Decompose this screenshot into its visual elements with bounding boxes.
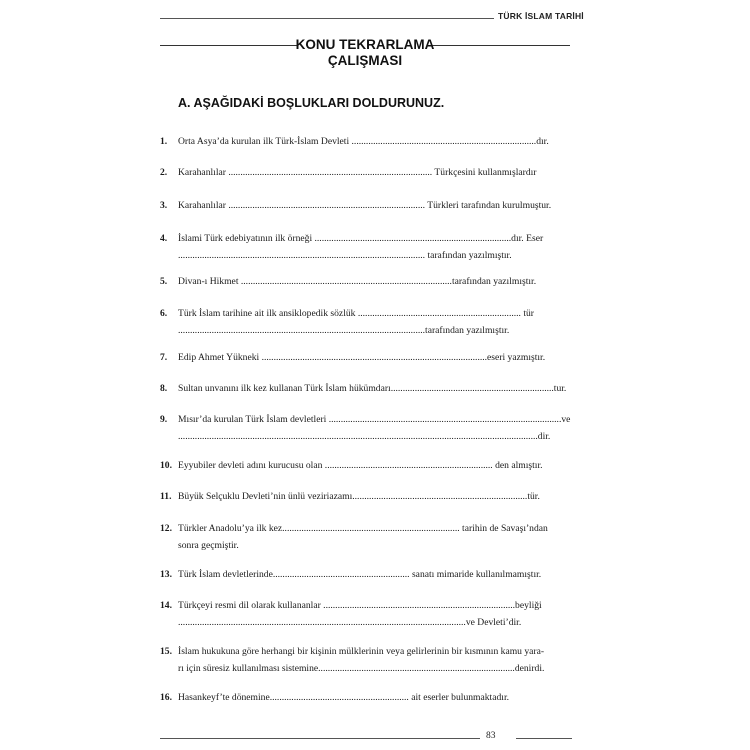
page-title — [160, 30, 570, 70]
question-text-line: Türkler Anadolu’ya ilk kez.......................................................................... tarihin de Savaşı’ndan — [178, 523, 548, 534]
question-text-line: Orta Asya’da kurulan ilk Türk-İslam Devleti .............................................................................dır. — [178, 136, 549, 147]
question-text-line: Karahanlılar ..................................................................................... Türkçesini kullanmışlardır — [178, 167, 537, 178]
header-subject: TÜRK İSLAM TARİHİ — [498, 11, 584, 21]
question-text-line: Büyük Selçuklu Devleti’nin ünlü veziriazamı.........................................................................tür. — [178, 491, 540, 502]
question-number: 8. — [160, 383, 168, 394]
question-item — [160, 305, 572, 339]
title-line-2: ÇALIŞMASI — [327, 53, 403, 68]
question-item — [160, 133, 572, 150]
question-text-line: Türkçeyi resmi dil olarak kullananlar ................................................................................beyliği — [178, 600, 542, 611]
question-number: 4. — [160, 233, 168, 244]
question-text-line: Mısır’da kurulan Türk İslam devletleri .................................................................................................ve — [178, 414, 571, 425]
question-item — [160, 164, 572, 181]
question-number: 16. — [160, 692, 172, 703]
question-text-line: İslami Türk edebiyatının ilk örneği ..................................................................................dır. Eser — [178, 233, 544, 244]
question-item — [160, 643, 572, 677]
page-number: 83 — [486, 731, 496, 741]
question-item — [160, 411, 572, 445]
footer-rule-left — [160, 738, 480, 739]
question-text-line: sonra geçmiştir. — [178, 540, 239, 551]
question-text-line: Karahanlılar .................................................................................. Türkleri tarafından kurulmuştur. — [178, 200, 552, 211]
question-item — [160, 230, 572, 264]
question-number: 7. — [160, 352, 168, 363]
question-text-line: ........................................................................................................................ve Devleti’dir. — [178, 617, 522, 628]
question-text-line: Türk İslam tarihine ait ilk ansiklopedik sözlük .................................................................... tür — [178, 308, 534, 319]
question-item — [160, 380, 572, 397]
footer-rule-right — [516, 738, 572, 739]
question-item — [160, 273, 572, 290]
question-text-line: Hasankeyf’te dönemine.......................................................... ait eserler bulunmaktadır. — [178, 692, 510, 703]
question-item — [160, 689, 572, 706]
question-item — [160, 457, 572, 474]
question-number: 3. — [160, 200, 168, 211]
header-rule — [160, 18, 494, 19]
question-item — [160, 597, 572, 631]
question-number: 14. — [160, 600, 172, 611]
question-text-line: ....................................................................................................... tarafından yazılmıştır. — [178, 250, 512, 261]
question-text-line: Edip Ahmet Yükneki ..............................................................................................eseri yazmıştır. — [178, 352, 546, 363]
question-item — [160, 566, 572, 583]
question-text-line: Divan-ı Hikmet ........................................................................................tarafından yazılmıştır. — [178, 276, 537, 287]
question-number: 9. — [160, 414, 168, 425]
question-number: 6. — [160, 308, 168, 319]
question-item — [160, 520, 572, 554]
question-text-line: İslam hukukuna göre herhangi bir kişinin mülklerinin veya gelirlerinin bir kısmının kamu yara- — [178, 646, 545, 657]
question-number: 11. — [160, 491, 172, 502]
title-line-1: KONU TEKRARLAMA — [295, 37, 435, 52]
question-number: 13. — [160, 569, 172, 580]
question-text-line: .......................................................................................................tarafından yazılmıştır. — [178, 325, 510, 336]
question-text-line: Sultan unvanını ilk kez kullanan Türk İslam hükümdarı....................................................................tur. — [178, 383, 567, 394]
question-text-line: ......................................................................................................................................................dir. — [178, 431, 551, 442]
question-number: 12. — [160, 523, 172, 534]
question-item — [160, 488, 572, 505]
question-text-line: rı için süresiz kullanılması sistemine..................................................................................denirdi. — [178, 663, 545, 674]
question-number: 2. — [160, 167, 168, 178]
question-number: 15. — [160, 646, 172, 657]
question-number: 10. — [160, 460, 172, 471]
section-heading: A. AŞAĞIDAKİ BOŞLUKLARI DOLDURUNUZ. — [178, 96, 445, 110]
question-number: 5. — [160, 276, 168, 287]
question-text-line: Türk İslam devletlerinde......................................................... sanatı mimaride kullanılmamıştır. — [178, 569, 542, 580]
question-item — [160, 349, 572, 366]
question-number: 1. — [160, 136, 168, 147]
question-text-line: Eyyubiler devleti adını kurucusu olan ...................................................................... den almıştır. — [178, 460, 543, 471]
question-item — [160, 197, 572, 214]
